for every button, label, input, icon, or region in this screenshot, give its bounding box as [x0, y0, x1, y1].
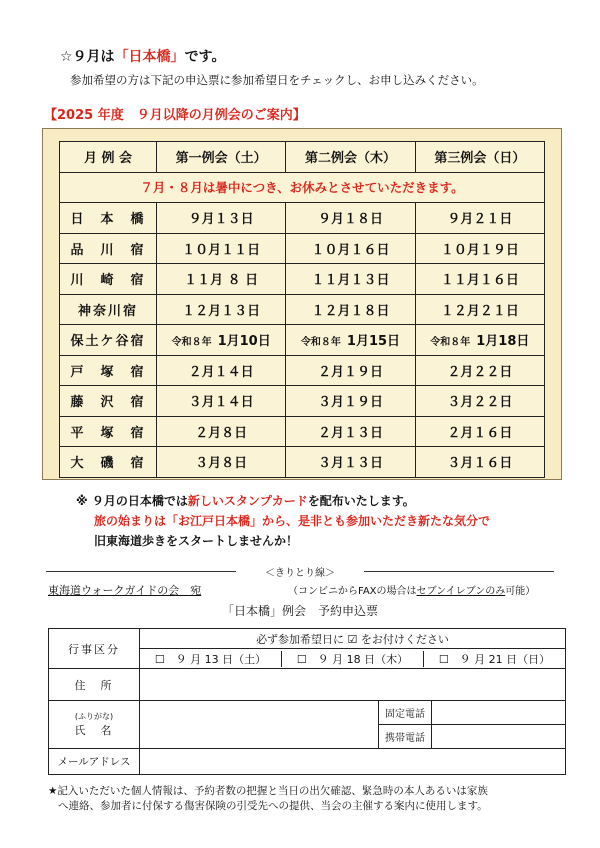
phone-field[interactable]	[432, 701, 566, 725]
invite-note-line1: 旅の始まりは「お江戸日本橋」から、是非とも参加いただき新たな気分で	[94, 514, 491, 528]
invite-note-line2: 旧東海道歩きをスタートしませんか！	[94, 534, 299, 548]
date-cell: １１月１６日	[415, 264, 544, 295]
email-label: メールアドレス	[49, 749, 140, 775]
cut-line-left	[46, 571, 236, 572]
station-name: 平 塚 宿	[60, 416, 157, 447]
headline-highlight: 「日本橋」	[114, 49, 185, 65]
date-cell: １２月１８日	[286, 294, 415, 325]
date-cell: ２月１９日	[286, 355, 415, 386]
date-cell: ２月２２日	[415, 355, 544, 386]
furigana-label: (ふりがな)	[74, 712, 114, 721]
address-label: 住 所	[49, 669, 140, 701]
table-row	[60, 386, 545, 417]
date-cell: ３月１６日	[415, 447, 544, 478]
station-name: 大 磯 宿	[60, 447, 157, 478]
email-field[interactable]	[140, 749, 566, 775]
headline	[60, 46, 225, 66]
option-sep13-checkbox[interactable]: ☐ ９ 月 13 日（土）	[154, 652, 267, 666]
date-cell: １２月１３日	[157, 294, 286, 325]
fax-note: （コンビニからFAXの場合はセブンイレブンのみ可能）	[288, 586, 536, 597]
date-cell: ３月１３日	[286, 447, 415, 478]
date-cell: ２月１４日	[157, 355, 286, 386]
stamp-card-note: ※ ９月の日本橋では新しいスタンプカードを配布いたします。	[76, 494, 415, 508]
date-cell: １０月１６日	[286, 233, 415, 264]
name-label-cell	[49, 701, 140, 749]
cut-line	[46, 564, 554, 578]
privacy-line1: ★記入いただいた個人情報は、予約者数の把握と当日の出欠確認、緊急時の本人あるいは家族	[48, 785, 488, 797]
name-label: 氏 名	[74, 724, 114, 737]
date-cell: ２月１３日	[286, 416, 415, 447]
header-third: 第三例会（日）	[415, 142, 544, 173]
date-cell: 令和８年 1月18日	[415, 325, 544, 356]
date-cell: 令和８年 1月10日	[157, 325, 286, 356]
summer-notice: ７月・８月は暑中につき、お休みとさせていただきます。	[60, 172, 545, 203]
headline-prefix: ☆９月は	[60, 49, 115, 65]
station-name: 戸 塚 宿	[60, 355, 157, 386]
option-sep21-checkbox[interactable]: ☐ ９ 月 21 日（日）	[423, 651, 565, 667]
application-form	[48, 628, 566, 775]
table-row	[60, 325, 545, 356]
date-cell: ２月１６日	[415, 416, 544, 447]
stamp-card-highlight: 新しいスタンプカード	[187, 494, 308, 508]
table-row	[60, 355, 545, 386]
date-cell: ９月２１日	[415, 203, 544, 234]
station-name: 品 川 宿	[60, 233, 157, 264]
option-sep18-checkbox[interactable]: ☐ ９ 月 18 日（木）	[281, 651, 423, 667]
station-name: 藤 沢 宿	[60, 386, 157, 417]
header-month: 月 例 会	[60, 142, 157, 173]
date-cell: ３月１９日	[286, 386, 415, 417]
table-row	[60, 233, 545, 264]
date-cell: １２月２１日	[415, 294, 544, 325]
date-cell: １１月１３日	[286, 264, 415, 295]
date-cell: １１月 ８ 日	[157, 264, 286, 295]
date-cell: ３月８日	[157, 447, 286, 478]
table-row	[60, 203, 545, 234]
table-row	[60, 416, 545, 447]
station-name: 川 崎 宿	[60, 264, 157, 295]
name-field[interactable]	[140, 701, 379, 749]
schedule-table	[59, 141, 545, 478]
check-note: 必ず参加希望日に ☑ をお付けください	[140, 629, 566, 649]
table-row	[60, 447, 545, 478]
date-cell: ９月１３日	[157, 203, 286, 234]
recipient-address: 東海道ウォークガイドの会 宛	[48, 584, 202, 597]
date-cell: １０月１１日	[157, 233, 286, 264]
date-options	[140, 651, 565, 667]
table-row	[60, 294, 545, 325]
date-cell: ３月２２日	[415, 386, 544, 417]
notice-row	[60, 172, 545, 203]
station-name: 保土ケ谷宿	[60, 325, 157, 356]
header-second: 第二例会（木）	[286, 142, 415, 173]
headline-suffix: です。	[184, 49, 226, 65]
era-prefix: 令和８年	[300, 337, 341, 349]
station-name: 日 本 橋	[60, 203, 157, 234]
station-name: 神奈川宿	[60, 294, 157, 325]
privacy-notice	[48, 784, 568, 814]
mobile-field[interactable]	[432, 725, 566, 749]
phone-label: 固定電話	[379, 701, 432, 725]
privacy-line2: へ連絡、参加者に付保する傷害保険の引受先への提供、当会の主催する案内に使用します。	[58, 800, 488, 812]
header-first: 第一例会（土）	[157, 142, 286, 173]
cut-line-label: ＜きりとり線＞	[265, 568, 335, 579]
era-prefix: 令和８年	[171, 337, 212, 349]
table-row	[60, 264, 545, 295]
schedule-panel	[42, 128, 562, 480]
era-prefix: 令和８年	[430, 337, 471, 349]
date-cell: １０月１９日	[415, 233, 544, 264]
date-cell: ９月１８日	[286, 203, 415, 234]
section-title: 【2025 年度 ９月以降の月例会のご案内】	[44, 108, 306, 123]
date-cell: ３月１４日	[157, 386, 286, 417]
instructions: 参加希望の方は下記の申込票に参加希望日をチェックし、お申し込みください。	[70, 73, 484, 87]
date-cell: 令和８年 1月15日	[286, 325, 415, 356]
address-field[interactable]	[140, 669, 566, 701]
cut-line-right	[364, 571, 554, 572]
schedule-header-row	[60, 142, 545, 173]
mobile-label: 携帯電話	[379, 725, 432, 749]
date-cell: ２月８日	[157, 416, 286, 447]
event-label: 行事区分	[49, 629, 140, 669]
form-title: 「日本橋」例会 予約申込票	[221, 604, 378, 618]
